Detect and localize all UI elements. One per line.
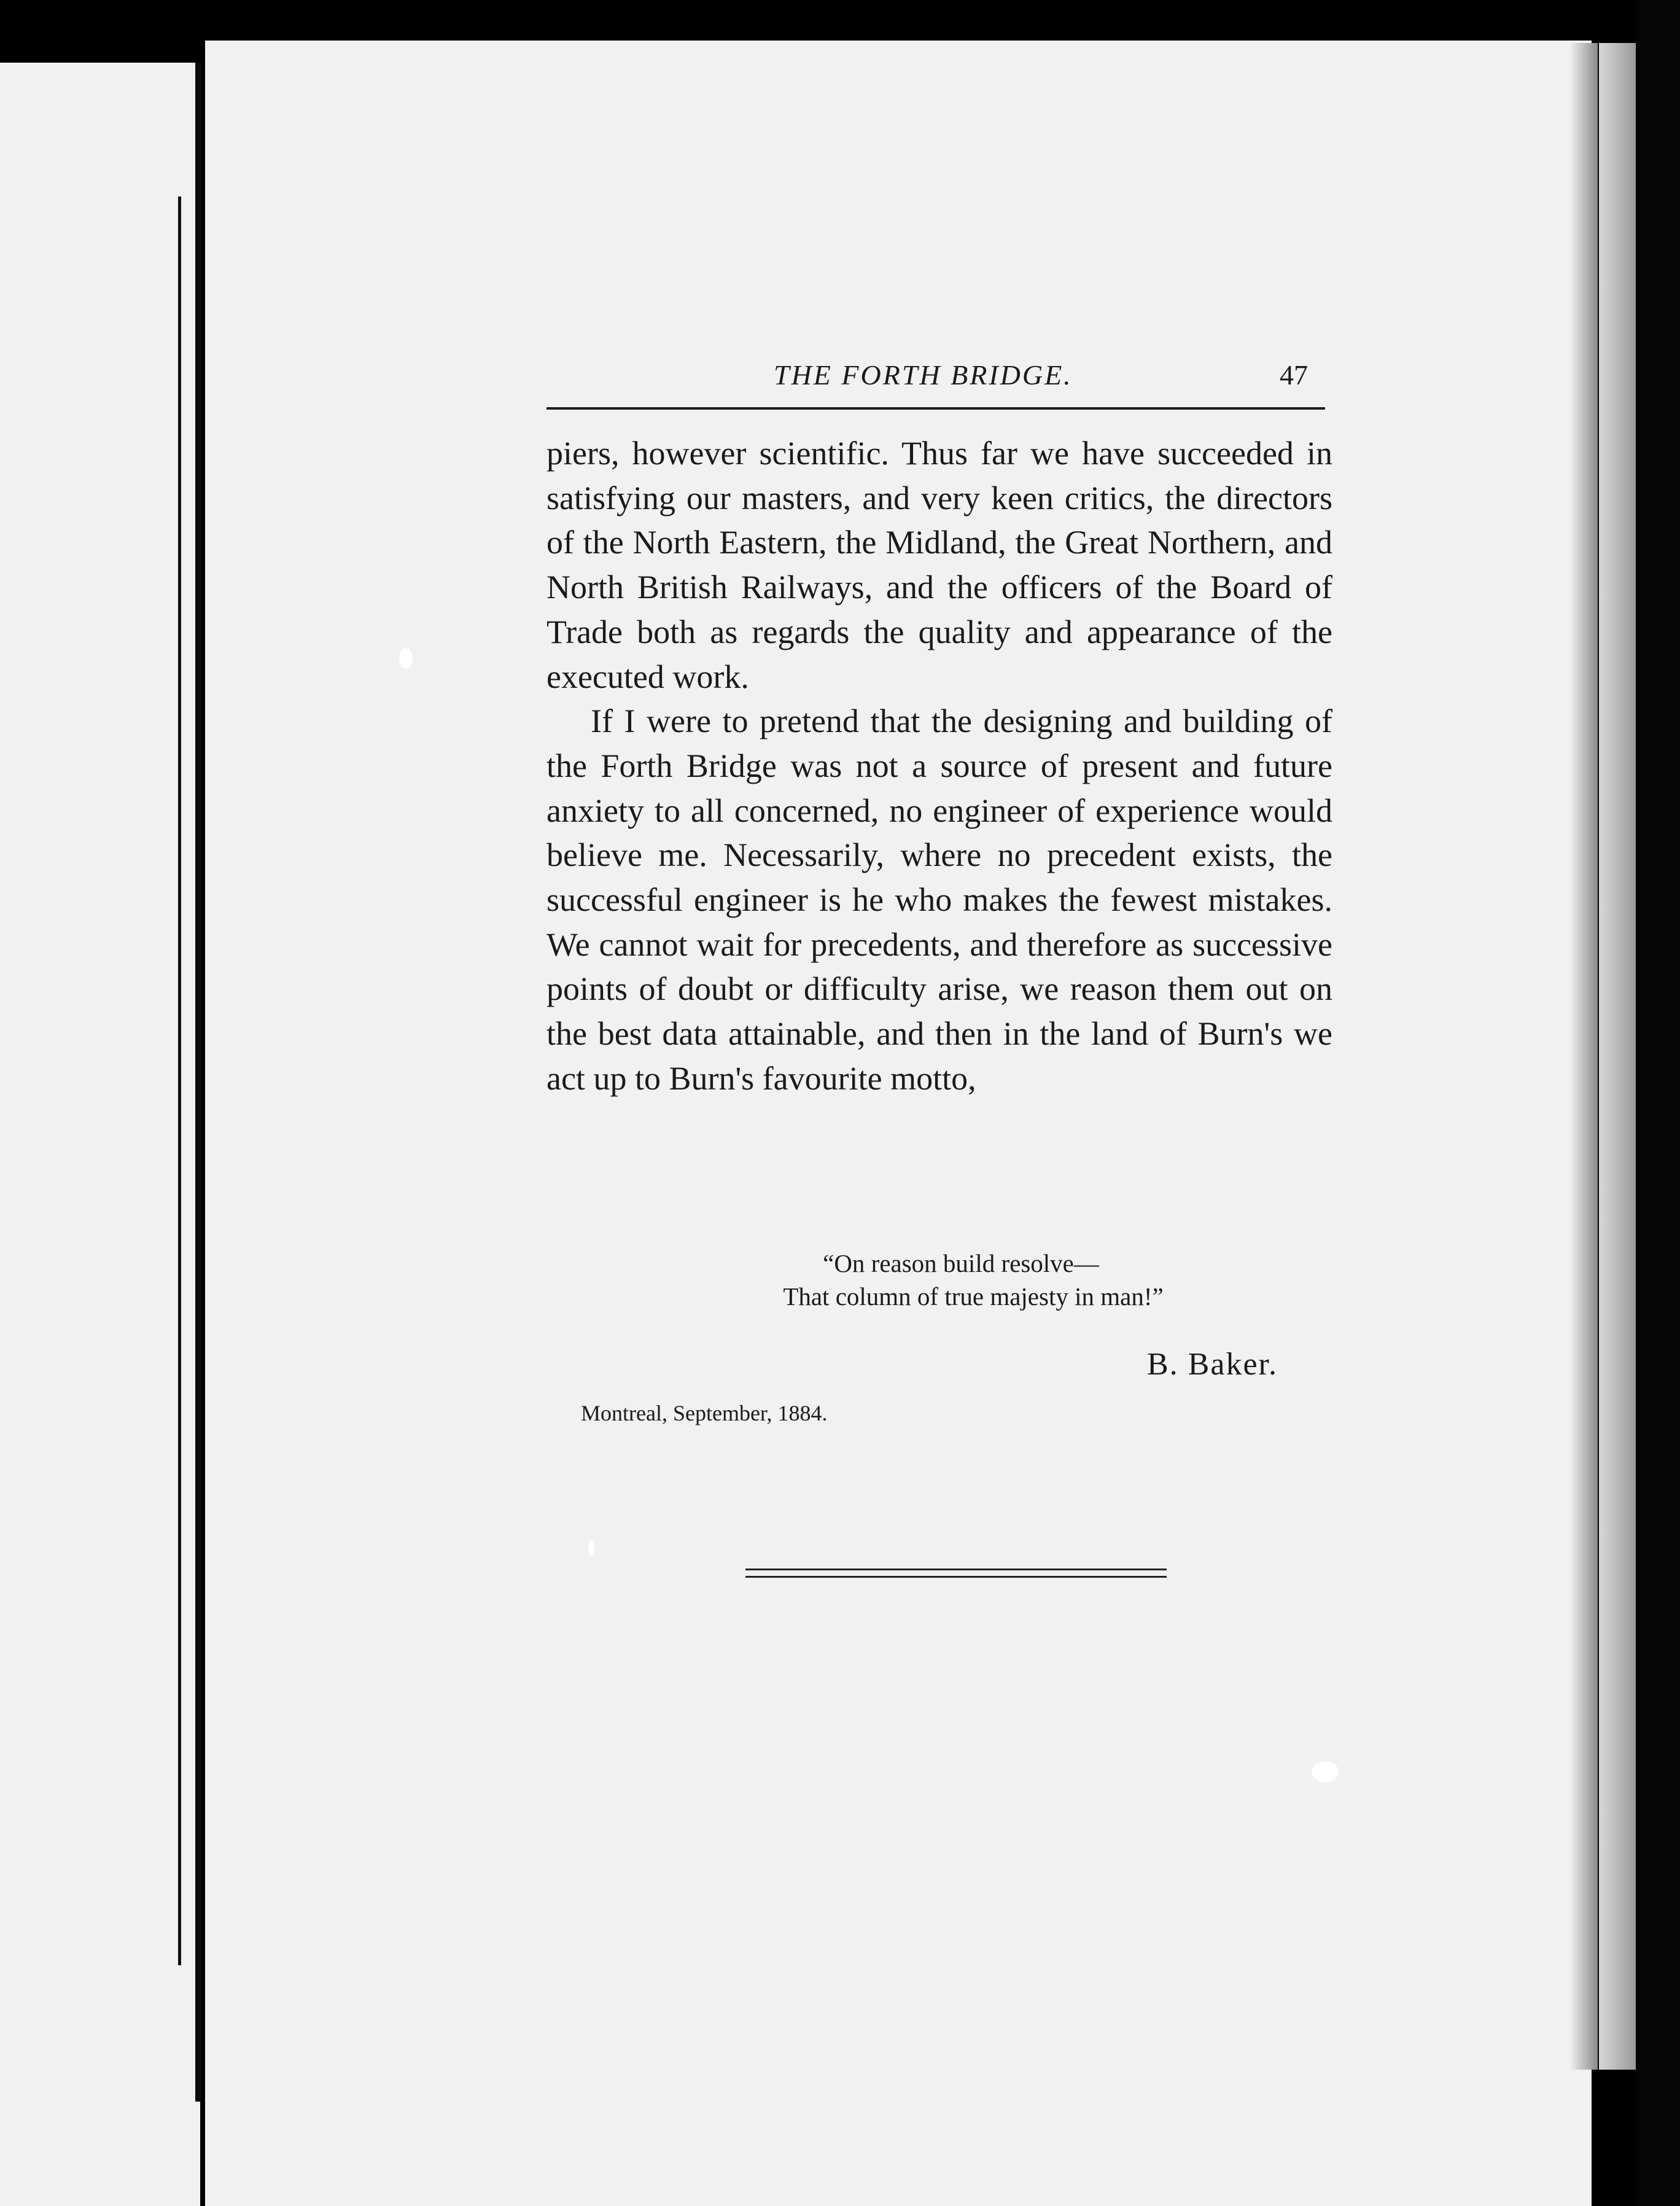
quote-line: “On reason build resolve— (823, 1249, 1099, 1277)
closing-rule (745, 1569, 1167, 1570)
closing-rule (745, 1576, 1167, 1578)
author-signature: B. Baker. (1147, 1347, 1278, 1382)
quote-line: That column of true majesty in man!” (783, 1282, 1164, 1311)
page-stack-edge (1599, 43, 1636, 2070)
body-paragraph: If I were to pretend that the designing and building of the Forth Bridge was not a source of present and future anxiety to all concerned, no engineer of experience would believe me. Necessarily, where no precedent exists, the successful engineer is he who makes the fewest mistakes. We cannot wait for precedents, and therefore as successive points of doubt or difficulty arise, we reason them out on the best data attainable, and then in the land of Burn's we act up to Burn's favourite motto, (546, 703, 1332, 1097)
page-edge-shadow (1569, 43, 1598, 2070)
header-rule (546, 407, 1325, 410)
scan-border (1636, 0, 1680, 2206)
scan-speck (399, 648, 413, 669)
quoted-motto (546, 1247, 1332, 1313)
gutter-binding-line (178, 197, 181, 1965)
scan-speck (1312, 1761, 1339, 1782)
body-text (546, 431, 1332, 1101)
running-head-title: THE FORTH BRIDGE. (774, 359, 1073, 391)
running-head (546, 359, 1326, 396)
scan-speck (588, 1540, 594, 1556)
page-number: 47 (1280, 359, 1308, 391)
facing-page-edge (195, 63, 201, 2102)
facing-page-fragment (0, 63, 200, 2206)
place-and-date: Montreal, September, 1884. (581, 1401, 828, 1425)
body-paragraph: piers, however scientific. Thus far we have succeeded in satisfying our masters, and very keen critics, the directors of the North Eastern, the Midland, the Great Northern, and North British Railways, and the officers of the Board of Trade both as regards the quality and appearance of the executed work. (546, 435, 1332, 695)
